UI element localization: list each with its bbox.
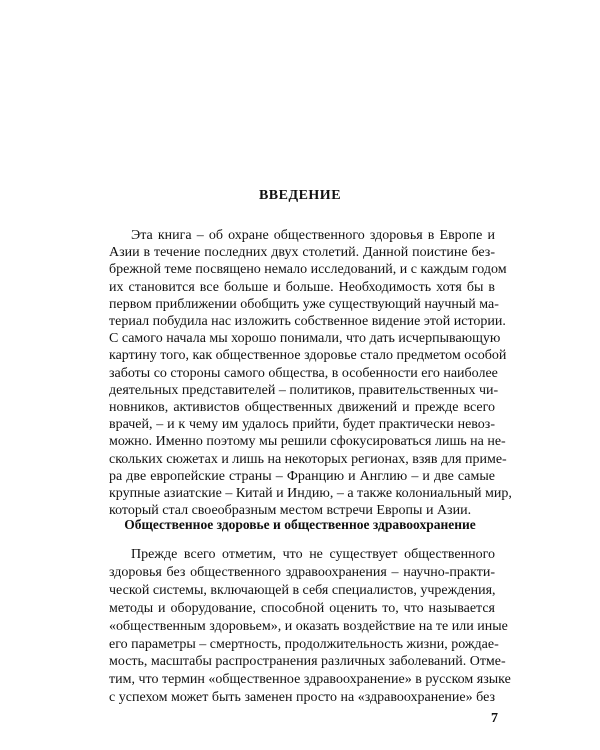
page-number: 7 (491, 711, 498, 726)
text-line: «общественным здоровьем», и оказать воздействие на те или иные (109, 619, 508, 634)
section-title: Общественное здоровье и общественное здравоохранение (124, 517, 476, 532)
text-line: деятельных представителей – политиков, правительственных чи- (109, 383, 499, 398)
text-line: его параметры – смертность, продолжительность жизни, рождае- (109, 637, 499, 652)
text-line: врачей, – и к чему им удалось прийти, будет практически невоз- (109, 417, 495, 432)
text-line: картину того, как общественное здоровье стало предметом особой (109, 348, 507, 363)
text-line: териал побудила нас изложить собственное видение этой истории. (109, 314, 506, 329)
text-line: с успехом может быть заменен просто на «здравоохранение» без (109, 690, 495, 705)
text-line: тим, что термин «общественное здравоохранение» в русском языке (109, 672, 511, 687)
text-line: крупные азиатские – Китай и Индию, – а также колониальный мир, (109, 486, 512, 501)
text-line: Эта книга – об охране общественного здоровья в Европе и (131, 228, 495, 243)
text-line: мость, масштабы распространения различных заболеваний. Отме- (109, 654, 506, 669)
text-line: скольких сюжетах и лишь на некоторых регионах, взяв для приме- (109, 452, 507, 467)
text-line: новников, активистов общественных движений и прежде всего (109, 400, 495, 415)
text-line: ра две европейские страны – Францию и Англию – и две самые (109, 469, 495, 484)
text-line: брежной теме посвящено немало исследований, и с каждым годом (109, 262, 507, 277)
text-line: первом приближении обобщить уже существующий научный ма- (109, 297, 499, 312)
text-line: их становится все больше и больше. Необходимость хотя бы в (109, 280, 495, 295)
text-line: который стал своеобразным местом встречи Европы и Азии. (109, 503, 472, 518)
text-line: заботы со стороны самого общества, в особенности его наиболее (109, 366, 498, 381)
chapter-heading: ВВЕДЕНИЕ (258, 188, 342, 203)
text-line: Азии в течение последних двух столетий. Данной поистине без- (109, 245, 495, 260)
text-line: здоровья без общественного здравоохранения – научно-практи- (109, 565, 495, 580)
text-line: С самого начала мы хорошо понимали, что дать исчерпывающую (109, 331, 501, 346)
text-line: можно. Именно поэтому мы решили сфокусироваться лишь на не- (109, 434, 506, 449)
text-line: методы и оборудование, способной оценить то, что называется (109, 601, 495, 616)
text-line: ческой системы, включающей в себя специалистов, учреждения, (109, 583, 496, 598)
text-line: Прежде всего отметим, что не существует общественного (131, 547, 495, 562)
